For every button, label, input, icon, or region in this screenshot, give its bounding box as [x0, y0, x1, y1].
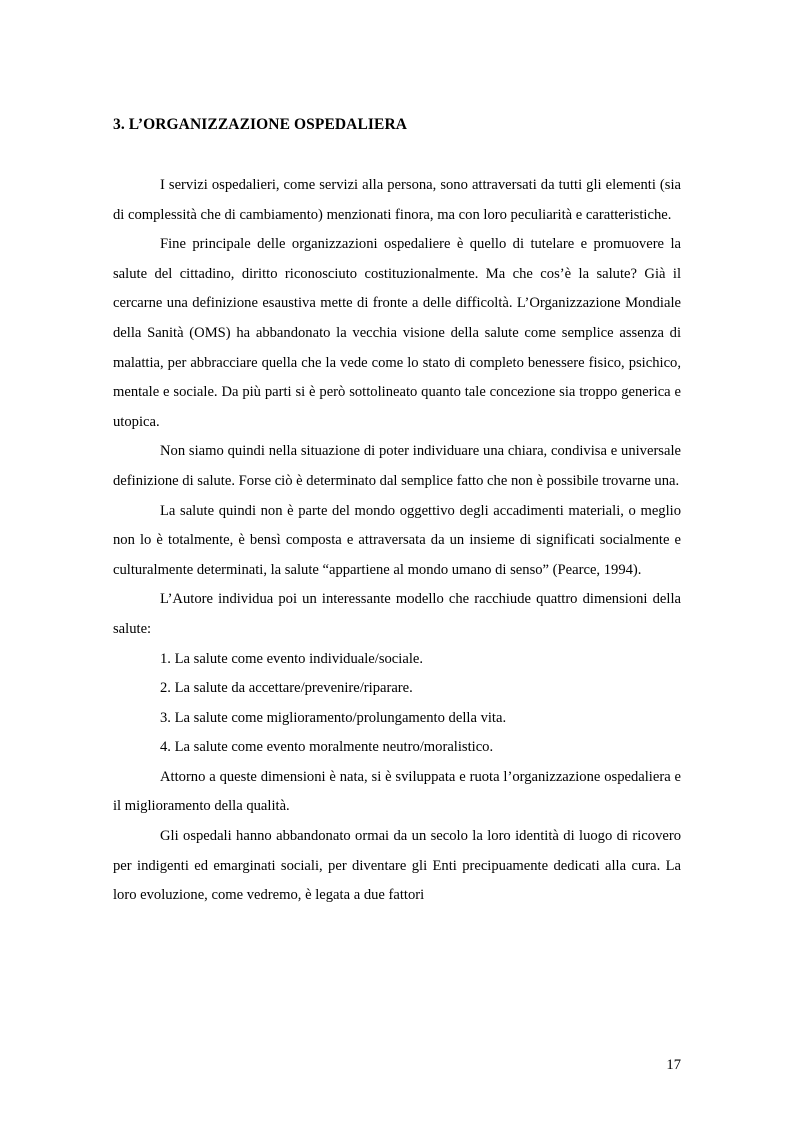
list-item: 3. La salute come miglioramento/prolungamento della vita. — [160, 709, 507, 726]
list-item: 2. La salute da accettare/prevenire/riparare. — [160, 680, 413, 697]
paragraph: Gli ospedali hanno abbandonato ormai da un secolo la loro identità di luogo di ricovero per indigenti ed emarginati sociali, per diventare gli Enti precipuamente dedicati alla cura. La loro evoluzione, come vedremo, è legata a due fattori — [113, 828, 681, 904]
paragraph: Fine principale delle organizzazioni ospedaliere è quello di tutelare e promuovere la salute del cittadino, diritto riconosciuto costituzionalmente. Ma che cos’è la salute? Già il cercarne una definizione esaustiva mette di fronte a delle difficoltà. L’Organizzazione Mondiale della Sanità (OMS) ha abbandonato la vecchia visione della salute come semplice assenza di malattia, per abbracciare quella che la vede come lo stato di completo benessere fisico, psichico, mentale e sociale. Da più parti si è però sottolineato quanto tale concezione sia troppo generica e utopica. — [113, 236, 681, 430]
section-heading: 3. L’ORGANIZZAZIONE OSPEDALIERA — [113, 116, 408, 133]
paragraph: L’Autore individua poi un interessante modello che racchiude quattro dimensioni della salute: — [113, 591, 681, 637]
paragraph: I servizi ospedalieri, come servizi alla persona, sono attraversati da tutti gli elementi (sia di complessità che di cambiamento) menzionati finora, ma con loro peculiarità e caratteristiche. — [113, 177, 681, 223]
paragraph: La salute quindi non è parte del mondo oggettivo degli accadimenti materiali, o meglio non lo è totalmente, è bensì composta e attraversata da un insieme di significati socialmente e culturalmente determinati, la salute “appartiene al mondo umano di senso” (Pearce, 1994). — [113, 502, 681, 578]
paragraph: Attorno a queste dimensioni è nata, si è sviluppata e ruota l’organizzazione ospedaliera e il miglioramento della qualità. — [113, 768, 681, 815]
paragraph: Non siamo quindi nella situazione di poter individuare una chiara, condivisa e universale definizione di salute. Forse ciò è determinato dal semplice fatto che non è possibile trovarne una. — [113, 443, 681, 489]
dimensions-list — [113, 645, 681, 763]
body-text — [113, 171, 681, 911]
list-item: 4. La salute come evento moralmente neutro/moralistico. — [160, 739, 494, 756]
page-number: 17 — [666, 1057, 681, 1073]
list-item: 1. La salute come evento individuale/sociale. — [160, 650, 424, 667]
